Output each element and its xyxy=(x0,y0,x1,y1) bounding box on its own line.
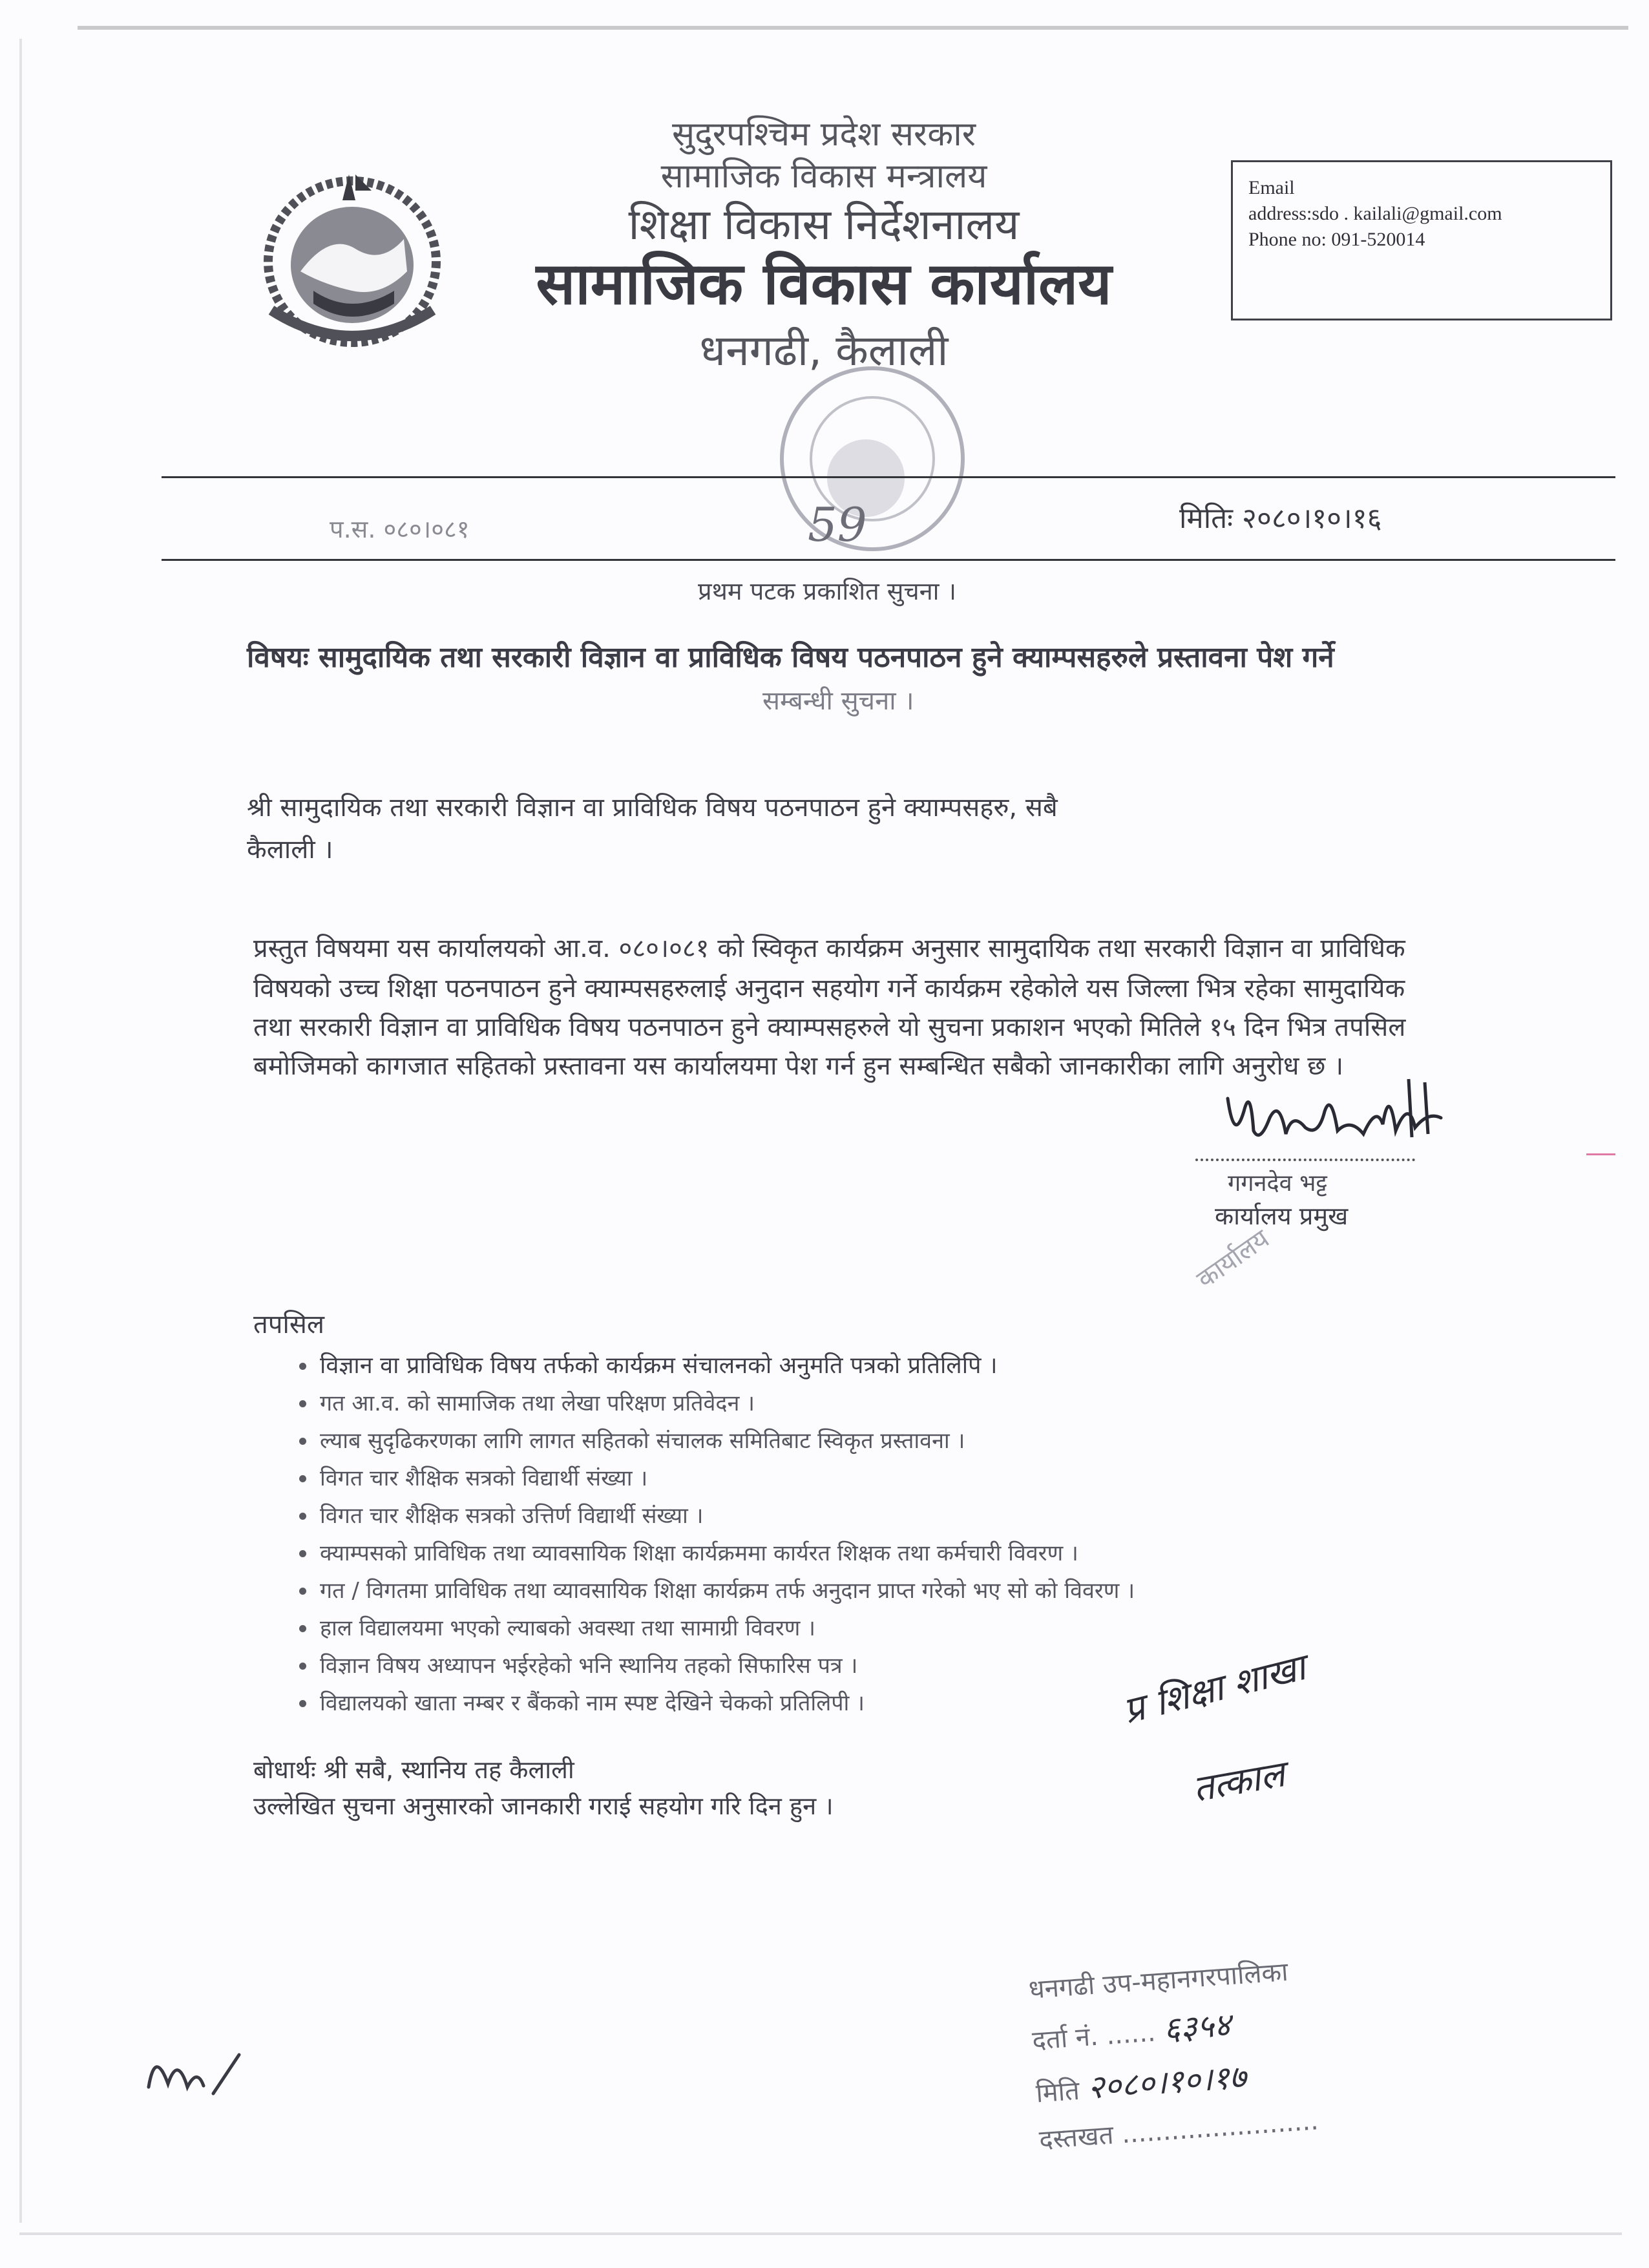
header-directorate: शिक्षा विकास निर्देशनालय xyxy=(628,200,1020,249)
bullet-icon xyxy=(299,1625,306,1632)
registration-signature-row: दस्तखत ........................ xyxy=(1038,2106,1319,2156)
cc-instruction: उल्लेखित सुचना अनुसारको जानकारी गराई सहयोग गरि दिन हुन । xyxy=(253,1792,834,1820)
notice-title: प्रथम पटक प्रकाशित सुचना । xyxy=(698,577,957,605)
email-address: address:sdo . kailali@gmail.com xyxy=(1248,203,1502,224)
handwritten-note-line: प्र शिक्षा शाखा xyxy=(1119,1646,1310,1732)
list-item: क्याम्पसको प्राविधिक तथा व्यावसायिक शिक्षा कार्यक्रममा कार्यरत शिक्षक तथा कर्मचारी विवरण । xyxy=(320,1535,1135,1572)
scan-edge-left xyxy=(19,39,22,2223)
subject-line-continuation: सम्बन्धी सुचना । xyxy=(762,686,914,716)
body-paragraph-line: प्रस्तुत विषयमा यस कार्यालयको आ.व. ०८०।०८१ को स्विकृत कार्यक्रम अनुसार सामुदायिक तथा सरकारी विज्ञान वा प्राविधिक xyxy=(253,934,1405,963)
list-item: ल्याब सुदृढिकरणका लागि लागत सहितको संचालक समितिबाट स्विकृत प्रस्तावना । xyxy=(320,1422,1135,1460)
bullet-icon xyxy=(299,1400,306,1407)
office-seal-icon xyxy=(756,349,989,562)
bullet-icon xyxy=(299,1475,306,1482)
bullet-icon xyxy=(299,1438,306,1445)
registration-number-label: दर्ता नं. ...... xyxy=(1031,2017,1157,2056)
scan-edge-top xyxy=(78,26,1628,30)
phone-number: Phone no: 091-520014 xyxy=(1248,229,1425,250)
registration-date: २०८०।१०।१७ xyxy=(1086,2057,1248,2106)
signatory-title: कार्यालय प्रमुख xyxy=(1215,1202,1349,1230)
registration-date-label: मिति xyxy=(1035,2075,1081,2109)
signatory-name: गगनदेव भट्ट xyxy=(1228,1170,1328,1197)
annex-list xyxy=(320,1347,1135,1722)
initials-scribble-icon xyxy=(142,2035,258,2100)
email-label: Email xyxy=(1248,177,1295,198)
bullet-icon xyxy=(299,1663,306,1670)
dispatch-number: 59 xyxy=(808,498,867,552)
nepal-emblem-icon xyxy=(252,162,452,355)
subject-line: विषयः सामुदायिक तथा सरकारी विज्ञान वा प्राविधिक विषय पठनपाठन हुने क्याम्पसहरुले प्रस्तावना पेश गर्ने xyxy=(247,641,1334,674)
bullet-icon xyxy=(299,1700,306,1707)
list-item: गत / विगतमा प्राविधिक तथा व्यावसायिक शिक्षा कार्यक्रम तर्फ अनुदान प्राप्त गरेको भए सो को विवरण । xyxy=(320,1572,1135,1610)
bullet-icon xyxy=(299,1588,306,1595)
signature-icon xyxy=(1215,1073,1460,1157)
list-item: गत आ.व. को सामाजिक तथा लेखा परिक्षण प्रतिवेदन । xyxy=(320,1385,1135,1422)
bullet-icon xyxy=(299,1363,306,1370)
list-item: विज्ञान विषय अध्यापन भईरहेको भनि स्थानिय तहको सिफारिस पत्र । xyxy=(320,1647,1135,1685)
registration-stamp xyxy=(1027,1951,1319,2157)
body-paragraph-line: तथा सरकारी विज्ञान वा प्राविधिक विषय पठनपाठन हुने क्याम्पसहरुले यो सुचना प्रकाशन भएको मितिले १५ दिन भित्र तपसिल xyxy=(253,1013,1406,1042)
bullet-icon xyxy=(299,1513,306,1520)
addressee-line: श्री सामुदायिक तथा सरकारी विज्ञान वा प्राविधिक विषय पठनपाठन हुने क्याम्पसहरु, सबै xyxy=(247,793,1058,823)
office-stamp-text: कार्यालय xyxy=(1192,1224,1275,1295)
header-ministry: सामाजिक विकास मन्त्रालय xyxy=(660,157,987,196)
signature-dotted-line xyxy=(1195,1159,1415,1161)
header-office-name: सामाजिक विकास कार्यालय xyxy=(536,250,1112,318)
body-paragraph-line: विषयको उच्च शिक्षा पठनपाठन हुने क्याम्पसहरुलाई अनुदान सहयोग गर्ने कार्यक्रम रहेकोले यस जिल्ला भित्र रहेका सामुदायिक xyxy=(253,974,1405,1003)
addressee-location: कैलाली । xyxy=(247,835,333,865)
registration-number: ६३५४ xyxy=(1162,2006,1232,2048)
registration-number-row xyxy=(1031,1996,1313,2059)
list-item: विगत चार शैक्षिक सत्रको उत्तिर्ण विद्यार्थी संख्या । xyxy=(320,1497,1135,1535)
bullet-icon xyxy=(299,1550,306,1557)
scan-edge-bottom xyxy=(19,2232,1622,2235)
header-rule-top xyxy=(162,476,1615,478)
header-province-government: सुदुरपश्चिम प्रदेश सरकार xyxy=(672,115,976,154)
body-paragraph-line: बमोजिमको कागजात सहितको प्रस्तावना यस कार्यालयमा पेश गर्न हुन सम्बन्धित सबैको जानकारीका लागि अनुरोध छ । xyxy=(253,1051,1344,1081)
list-item: विद्यालयको खाता नम्बर र बैंकको नाम स्पष्ट देखिने चेकको प्रतिलिपी । xyxy=(320,1685,1135,1722)
header-location: धनगढी, कैलाली xyxy=(699,326,949,375)
letter-date: मितिः २०८०।१०।१६ xyxy=(1179,502,1382,535)
list-item: विज्ञान वा प्राविधिक विषय तर्फको कार्यक्रम संचालनको अनुमति पत्रको प्रतिलिपि । xyxy=(320,1347,1135,1385)
reference-number: प.स. ०८०।०८१ xyxy=(330,515,470,543)
contact-box xyxy=(1231,160,1612,320)
header-rule-bottom xyxy=(162,559,1615,561)
list-item: हाल विद्यालयमा भएको ल्याबको अवस्था तथा सामाग्री विवरण । xyxy=(320,1610,1135,1647)
margin-mark xyxy=(1586,1153,1615,1155)
handwritten-note-line: तत्काल xyxy=(1190,1753,1288,1811)
registration-office: धनगढी उप-महानगरपालिका xyxy=(1027,1957,1289,2005)
registration-date-row xyxy=(1035,2048,1317,2112)
cc-recipients: बोधार्थः श्री सबै, स्थानिय तह कैलाली xyxy=(253,1756,574,1784)
list-item: विगत चार शैक्षिक सत्रको विद्यार्थी संख्या । xyxy=(320,1460,1135,1497)
annex-title: तपसिल xyxy=(253,1310,325,1339)
